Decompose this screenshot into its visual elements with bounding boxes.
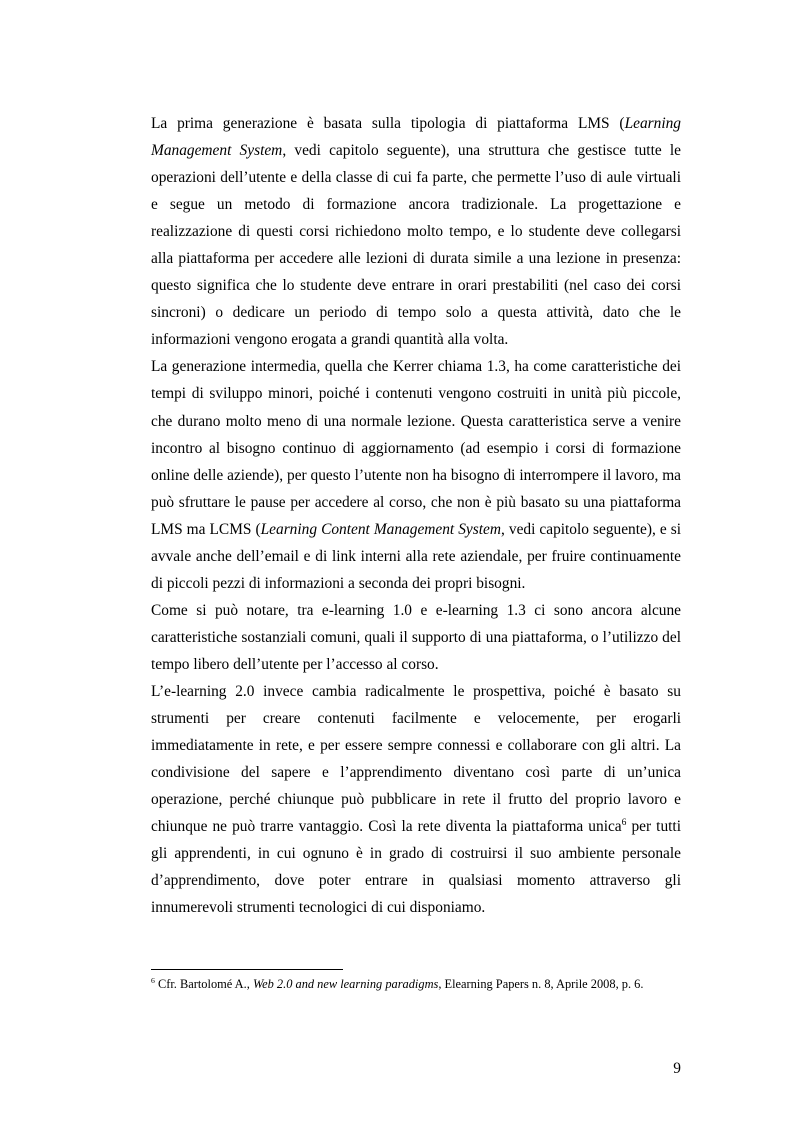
page-number: 9 <box>673 1060 681 1077</box>
paragraph <box>151 110 681 353</box>
paragraph <box>151 597 681 678</box>
italic-text: Web 2.0 and new learning paradigms <box>252 977 439 991</box>
text-run: , vedi capitolo seguente), una struttura che gestisce tutte le operazioni dell’utente e della classe di cui fa parte, che permette l’uso di aule virtuali e segue un metodo di formazione ancora tradizionale. La progettazione e realizzazione di questi corsi richiedono molto tempo, e lo studente deve collegarsi alla piattaforma per accedere alle lezioni di durata simile a una lezione in presenza: questo significa che lo studente deve entrare in orari prestabiliti (nel caso dei corsi sincroni) o dedicare un periodo di tempo solo a questa attività, dato che le informazioni vengono erogata a grandi quantità alla volta. <box>151 142 682 349</box>
paragraph <box>151 678 681 921</box>
text-run: Cfr. Bartolomé A., <box>154 977 253 991</box>
text-run: L’e-learning 2.0 invece cambia radicalmente le prospettiva, poiché è basato su strumenti per creare contenuti facilmente e velocemente, per erogarli immediatamente in rete, e per essere sempre connessi e collaborare con gli altri. La condivisione del sapere e l’apprendimento diventano così parte di un’unica operazione, perché chiunque può pubblicare in rete il frutto del proprio lavoro e chiunque ne può trarre vantaggio. Così la rete diventa la piattaforma unica <box>151 682 681 836</box>
text-run: La prima generazione è basata sulla tipologia di piattaforma LMS ( <box>151 115 625 132</box>
footnote-6 <box>151 975 681 993</box>
text-run: , Elearning Papers n. 8, Aprile 2008, p. 6. <box>438 977 644 991</box>
footnote-separator <box>151 969 343 970</box>
italic-text: Learning Management System <box>151 115 681 160</box>
paragraph <box>151 353 681 596</box>
body-text <box>151 110 681 921</box>
text-run: Come si può notare, tra e-learning 1.0 e e-learning 1.3 ci sono ancora alcune caratteristiche sostanziali comuni, quali il supporto di una piattaforma, o l’utilizzo del tempo libero dell’utente per l’accesso al corso. <box>151 601 681 673</box>
footnote-marker: 6 <box>151 975 155 985</box>
text-run: per tutti gli apprendenti, in cui ognuno è in grado di costruirsi il suo ambiente personale d’apprendimento, dove poter entrare in qualsiasi momento attraverso gli innumerevoli strumenti tecnologici di cui disponiamo. <box>151 818 681 917</box>
text-run: , vedi capitolo seguente), e si avvale anche dell’email e di link interni alla rete aziendale, per fruire continuamente di piccoli pezzi di informazioni a seconda dei propri bisogni. <box>151 520 682 592</box>
footnote-marker: 6 <box>621 817 627 829</box>
text-run: La generazione intermedia, quella che Kerrer chiama 1.3, ha come caratteristiche dei tempi di sviluppo minori, poiché i contenuti vengono costruiti in unità più piccole, che durano molto meno di una normale lezione. Questa caratteristica serve a venire incontro al bisogno continuo di aggiornamento (ad esempio i corsi di formazione online delle aziende), per questo l’utente non ha bisogno di interrompere il lavoro, ma può sfruttare le pause per accedere al corso, che non è più basato su una piattaforma LMS ma LCMS ( <box>151 358 681 538</box>
italic-text: Learning Content Management System <box>260 520 501 538</box>
